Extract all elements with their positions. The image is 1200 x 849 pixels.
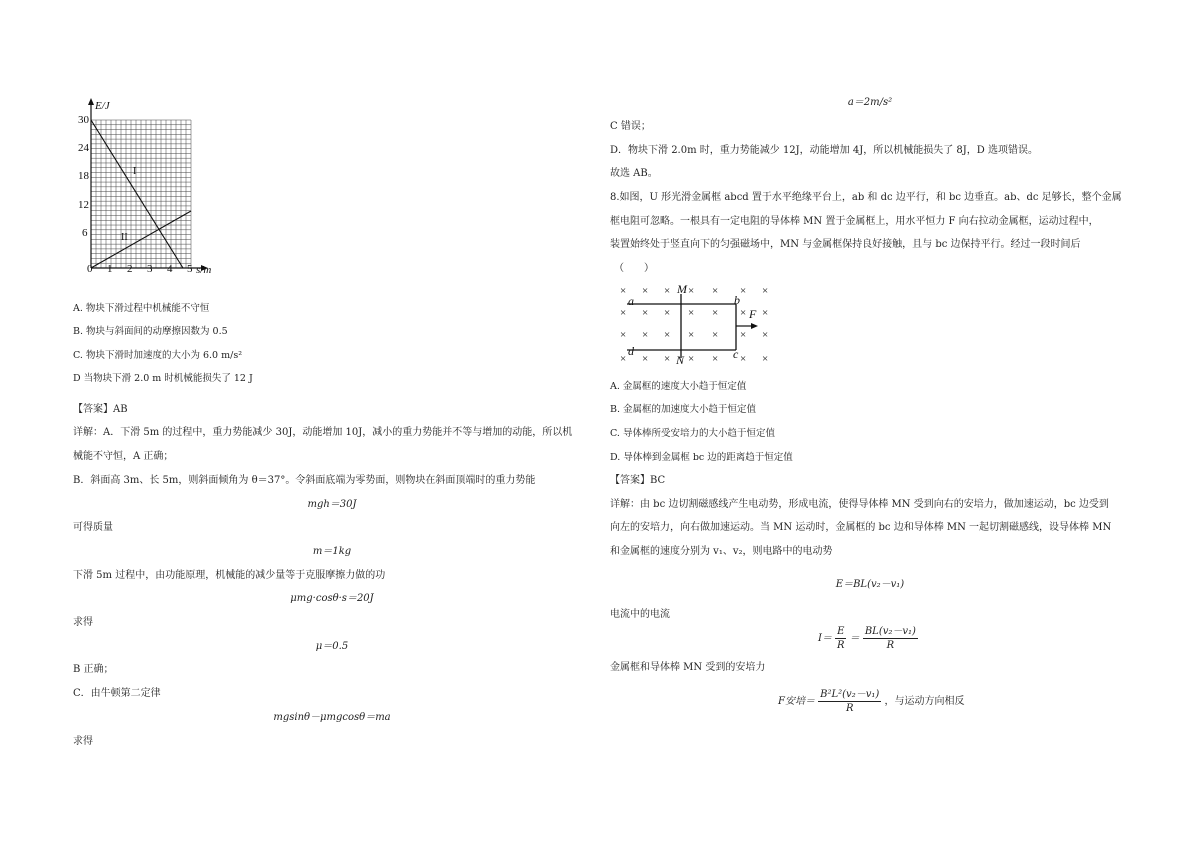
frac-den: R (837, 640, 845, 651)
text-c-newton: C．由牛顿第二定律 (73, 688, 161, 699)
field-cross: × (620, 353, 627, 365)
equation-friction-work: μmg·cosθ·s＝20J (290, 593, 374, 604)
fraction-force (818, 688, 881, 715)
q8-explain-2: 向左的安培力，向右做加速运动。当 MN 运动时，金属框的 bc 边和导体棒 MN 一起切割磁感线，设导体棒 MN (610, 522, 1112, 533)
field-cross: × (664, 307, 671, 319)
equation-newton: mgsinθ－μmgcosθ＝ma (273, 712, 391, 723)
q8-explain-3: 和金属框的速度分别为 v₁、v₂，则电路中的电动势 (610, 546, 833, 557)
explanation-B: B．斜面高 3m、长 5m，则斜面倾角为 θ＝37°。令斜面底端为零势面，则物块在斜面顶端时的重力势能 (73, 475, 536, 486)
y-tick-6: 6 (82, 227, 88, 239)
field-cross: × (688, 285, 695, 297)
q8-explain-1: 详解：由 bc 边切割磁感线产生电动势，形成电流，使得导体棒 MN 受到向右的安培力，做加速运动，bc 边受到 (610, 499, 1109, 510)
field-cross: × (712, 329, 719, 341)
eq-current-lhs: I＝ (818, 633, 832, 644)
x-tick-2: 2 (127, 263, 133, 275)
equation-emf: E＝BL(v₂－v₁) (835, 579, 905, 590)
answer-label: 【答案】AB (73, 404, 128, 415)
explanation-A-cont: 械能不守恒，A 正确； (73, 451, 174, 462)
explanation-A: 详解：A．下滑 5m 的过程中，重力势能减少 30J，动能增加 10J，减小的重力势能并不等与增加的动能，所以机 (73, 427, 573, 438)
x-tick-5: 5 (187, 263, 193, 275)
label-b: b (734, 293, 740, 307)
field-cross: × (740, 285, 747, 297)
option-A: A. 物块下滑过程中机械能不守恒 (73, 303, 210, 314)
equation-mgh: mgh＝30J (307, 499, 357, 510)
label-c: c (733, 347, 739, 361)
field-cross: × (642, 329, 649, 341)
y-axis-label: E/J (95, 100, 110, 112)
x-tick-1: 1 (107, 263, 113, 275)
option-B: B. 物块与斜面间的动摩擦因数为 0.5 (73, 326, 228, 337)
text-current: 电流中的电流 (610, 609, 670, 620)
field-cross: × (642, 307, 649, 319)
frac-den: R (845, 703, 854, 714)
frac-den: R (886, 640, 895, 651)
fraction-BL-over-R (863, 625, 918, 652)
equation-mu: μ＝0.5 (315, 641, 349, 652)
text-work: 下滑 5m 过程中，由功能原理，机械能的减少量等于克服摩擦力做的功 (73, 570, 386, 581)
field-cross: × (620, 307, 627, 319)
field-cross: × (712, 307, 719, 319)
q8-option-A: A. 金属框的速度大小趋于恒定值 (610, 381, 747, 392)
field-cross: × (762, 307, 769, 319)
frac-num: E (837, 626, 845, 637)
field-cross: × (620, 285, 627, 297)
eq-force-lhs: F安培＝ (778, 696, 815, 707)
y-tick-18: 18 (78, 170, 89, 182)
question-8-line-3: 装置始终处于竖直向下的匀强磁场中，MN 与金属框保持良好接触，且与 bc 边保持平行。经过一段时间后 (610, 239, 1081, 250)
field-cross: × (642, 285, 649, 297)
field-cross: × (642, 353, 649, 365)
field-cross: × (762, 329, 769, 341)
text-d-explain: D．物块下滑 2.0m 时，重力势能减少 12J，动能增加 4J，所以机械能损失了 8J，D 选项错误。 (610, 145, 1038, 156)
field-cross: × (688, 329, 695, 341)
label-F: F (749, 307, 757, 321)
field-cross: × (712, 353, 719, 365)
label-d: d (628, 344, 634, 358)
field-cross: × (664, 329, 671, 341)
label-M: M (677, 282, 687, 296)
y-tick-12: 12 (78, 199, 89, 211)
line-I-label: I (133, 166, 137, 177)
q8-option-B: B. 金属框的加速度大小趋于恒定值 (610, 404, 757, 415)
field-cross: × (762, 285, 769, 297)
field-cross: × (712, 285, 719, 297)
field-cross: × (740, 353, 747, 365)
label-a: a (628, 294, 634, 308)
label-N: N (676, 353, 685, 367)
text-c-wrong: C 错误； (610, 121, 651, 132)
x-tick-3: 3 (147, 263, 153, 275)
field-cross: × (762, 353, 769, 365)
y-axis-arrow (88, 98, 94, 105)
question-8-line-2: 框电阻可忽略。一根具有一定电阻的导体棒 MN 置于金属框上，用水平恒力 F 向右拉动金属框，运动过程中， (610, 216, 1099, 227)
field-cross: × (620, 329, 627, 341)
field-cross: × (664, 353, 671, 365)
field-cross: × (664, 285, 671, 297)
option-C: C. 物块下滑时加速度的大小为 6.0 m/s² (73, 350, 243, 361)
field-cross: × (740, 329, 747, 341)
x-tick-0: 0 (87, 263, 93, 275)
text-b-correct: B 正确； (73, 664, 114, 675)
equation-ampere-force (778, 688, 964, 715)
equation-acceleration: a＝2m/s² (847, 97, 893, 108)
magnetic-field-crosses (620, 285, 768, 365)
equation-mass: m＝1kg (312, 546, 352, 557)
q8-option-C: C. 导体棒所受安培力的大小趋于恒定值 (610, 428, 775, 439)
q8-option-D: D. 导体棒到金属框 bc 边的距离趋于恒定值 (610, 452, 793, 463)
y-tick-24: 24 (78, 142, 89, 154)
eq-force-tail: ，与运动方向相反 (884, 696, 965, 707)
equation-current (818, 625, 918, 652)
metal-frame-diagram (612, 280, 782, 370)
field-cross: × (740, 307, 747, 319)
line-I (91, 120, 183, 268)
q8-answer-label: 【答案】BC (610, 475, 666, 486)
graph-grid (91, 120, 191, 268)
fraction-E-over-R (835, 625, 846, 652)
x-axis-label: s/m (196, 264, 212, 276)
x-tick-4: 4 (167, 263, 173, 275)
y-tick-30: 30 (78, 114, 89, 126)
text-solve-2: 求得 (73, 736, 93, 747)
option-D: D 当物块下滑 2.0 m 时机械能损失了 12 J (73, 373, 253, 384)
text-solve-1: 求得 (73, 617, 93, 628)
field-cross: × (688, 307, 695, 319)
text-ampere-force: 金属框和导体棒 MN 受到的安培力 (610, 662, 766, 673)
question-8-line-1: 8.如图，U 形光滑金属框 abcd 置于水平绝缘平台上，ab 和 dc 边平行，和 bc 边垂直。ab、dc 足够长，整个金属 (610, 192, 1122, 203)
line-II-label: II (121, 232, 128, 243)
text-mass: 可得质量 (73, 522, 113, 533)
text-choose: 故选 AB。 (610, 168, 658, 179)
field-cross: × (688, 353, 695, 365)
question-8-blank: （ ） (614, 263, 654, 274)
eq-current-equals: ＝ (849, 633, 860, 644)
frac-num: B²L²(v₂－v₁) (820, 689, 880, 700)
force-arrowhead (751, 323, 758, 329)
energy-displacement-graph (78, 96, 218, 276)
frac-num: BL(v₂－v₁) (864, 626, 916, 637)
